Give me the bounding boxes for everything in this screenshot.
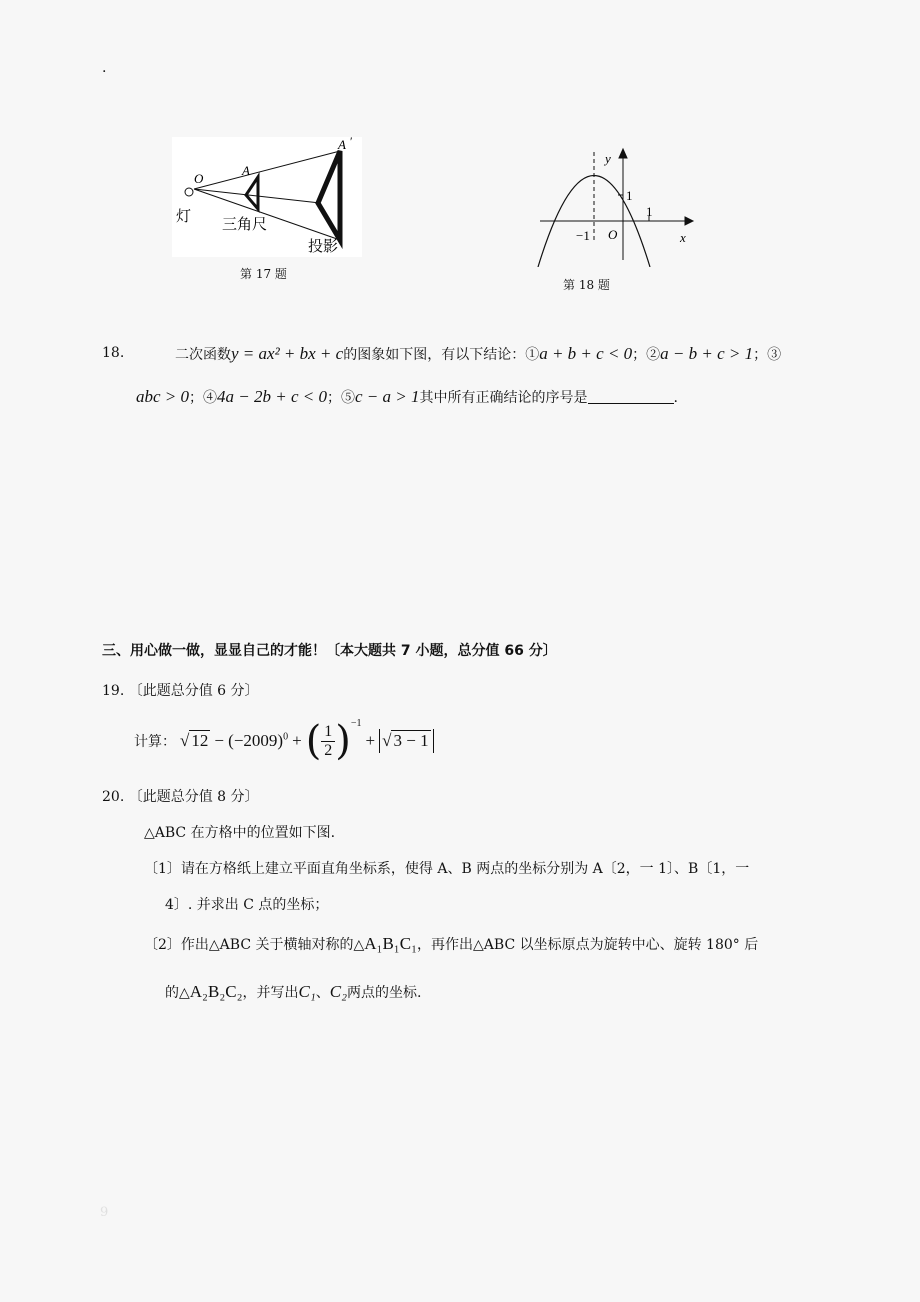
- plus-sign-2: +: [365, 731, 376, 750]
- q18-line2: [136, 386, 678, 409]
- parabola-graph: [530, 142, 700, 267]
- q19-number: 19.: [102, 683, 125, 699]
- projection-diagram: [172, 137, 362, 257]
- triangle-a2b2c2: A₂B₂C₂: [189, 982, 243, 1001]
- label-o: O: [194, 171, 204, 186]
- absolute-value-body: 3 − 1: [393, 731, 429, 750]
- label-a: A: [242, 163, 250, 178]
- prime-mark: ′: [350, 137, 353, 148]
- plus-sign: +: [292, 731, 302, 750]
- q18-tail: 其中所有正确结论的序号是: [419, 390, 588, 406]
- q20-header: [102, 786, 259, 806]
- q18-sep1: ；②: [632, 347, 661, 363]
- q20-part1-line1: 〔1〕请在方格纸上建立平面直角坐标系，使得 A、B 两点的坐标分别为 A〔2，一 1〕、B〔1，一: [144, 861, 750, 877]
- q20-part2b-end: 两点的坐标.: [347, 985, 422, 1001]
- left-paren: (: [305, 718, 322, 764]
- q18-conclusion-1: a + b + c < 0: [539, 344, 633, 363]
- q18-sep3: ；④: [189, 390, 218, 406]
- q18-function: y = ax² + bx + c: [231, 344, 344, 363]
- top-dot: .: [102, 60, 107, 76]
- q20-part2-line2: [165, 982, 421, 1002]
- fraction-half: [321, 723, 335, 760]
- label-projection: 投影: [308, 237, 339, 255]
- label-x: x: [680, 230, 686, 245]
- q20-score: 〔此题总分值 8 分〕: [128, 789, 259, 805]
- section-3-heading: 三、用心做一做，显显自己的才能！〔本大题共 7 小题，总分值 66 分〕: [102, 643, 557, 659]
- q20-part2-line1: [144, 934, 758, 954]
- point-c1: C₁: [298, 982, 316, 1001]
- label-ruler: 三角尺: [222, 215, 268, 233]
- q20-number: 20.: [102, 789, 125, 805]
- point-c2: C₂: [329, 982, 348, 1001]
- fraction-exponent: −1: [350, 718, 362, 729]
- q19-header: [102, 680, 259, 700]
- q18-line1: [175, 343, 781, 366]
- fraction-numerator: 1: [324, 722, 333, 740]
- caption-17: 第 17 题: [240, 267, 287, 281]
- label-origin: O: [608, 227, 618, 242]
- q20-part2b-mid: ，并写出: [242, 985, 299, 1001]
- sqrt-12: √ 12: [180, 731, 209, 750]
- power-base: − (−2009): [214, 731, 284, 750]
- power-exponent: 0: [283, 731, 289, 743]
- q18-conclusion-4: 4a − 2b + c < 0: [217, 387, 327, 406]
- q20-part1-line2: 4〕. 并求出 C 点的坐标；: [165, 897, 329, 913]
- caption-18: 第 18 题: [563, 278, 610, 292]
- q20-part2b-sep: 、: [315, 985, 330, 1001]
- label-a-prime: A: [338, 137, 346, 152]
- q19-lead: 计算：: [134, 734, 176, 750]
- label-y-one: 1: [626, 188, 633, 203]
- figure-18: [530, 142, 700, 267]
- q19-expression: [134, 718, 434, 764]
- page-footer-mark: 9: [100, 1205, 109, 1220]
- q18-end: .: [673, 390, 678, 406]
- q20-line1: △ABC 在方格中的位置如下图.: [144, 825, 336, 841]
- q18-text1: 的图象如下图，有以下结论：①: [343, 347, 540, 363]
- q18-number: 18.: [102, 345, 125, 361]
- label-lamp: 灯: [176, 207, 192, 225]
- q18-conclusion-2: a − b + c > 1: [660, 344, 754, 363]
- label-y: y: [605, 151, 611, 166]
- power-term: [214, 731, 288, 751]
- q18-intro: 二次函数: [175, 347, 231, 363]
- figure-17: [172, 137, 362, 257]
- q19-score: 〔此题总分值 6 分〕: [128, 683, 259, 699]
- label-minus-one: −1: [576, 228, 590, 243]
- fraction-denominator: 2: [324, 741, 333, 759]
- label-x-one: 1: [646, 204, 653, 219]
- absolute-value: √ 3 − 1: [379, 729, 433, 753]
- q18-conclusion-5: c − a > 1: [355, 387, 420, 406]
- q18-sep4: ；⑤: [327, 390, 355, 406]
- q18-conclusion-3: abc > 0: [136, 387, 190, 406]
- triangle-a1b1c1: A₁B₁C₁: [364, 934, 418, 953]
- q18-sep2: ；③: [753, 347, 782, 363]
- q20-part2-rest: ，再作出△ABC 以坐标原点为旋转中心、旋转 180° 后: [417, 937, 759, 953]
- q18-answer-blank[interactable]: [588, 389, 674, 404]
- sqrt-12-radicand: 12: [191, 731, 209, 750]
- q20-part2b-lead: 的△: [165, 985, 190, 1001]
- q20-part2-lead: 〔2〕作出△ABC 关于横轴对称的△: [144, 937, 365, 953]
- right-paren: ): [335, 718, 351, 764]
